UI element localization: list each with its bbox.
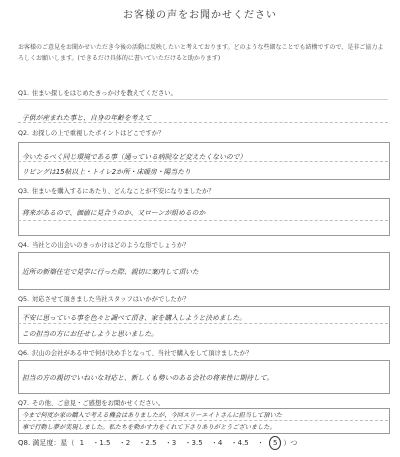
question-text: 住まい探しをはじめたきっかけを教えてください。 xyxy=(32,90,177,97)
rating-option: ・2 xyxy=(118,439,131,447)
question-number: Q2. xyxy=(18,130,29,137)
answer-line xyxy=(18,220,388,221)
question-7 xyxy=(18,398,388,407)
question-number: Q4. xyxy=(18,242,29,249)
answer-2-line-2: リビングは15帖以上・トイレ2か所・床暖房・陽当たり xyxy=(22,168,191,176)
question-number: Q7. xyxy=(18,400,29,407)
answer-box xyxy=(18,198,390,236)
answer-line xyxy=(18,161,388,162)
rating-label: Q8. 満足度：星（ xyxy=(18,439,75,447)
answer-7-line-1: 今まで何度か家の購入で考える機会はありましたが、今回スリーエイトさんに担当して頂いた xyxy=(22,412,282,419)
answer-4-line-1: 近所の新築住宅で見学に行った際、親切に案内して頂いた xyxy=(22,268,199,276)
question-text: 住まいを購入するにあたり、どんなことが不安になりましたか？ xyxy=(32,188,215,195)
question-text: 当社との出会いのきっかけはどのような形でしょうか？ xyxy=(32,242,190,249)
answer-5-line-1: 不安に思っている事を色々と調べて頂き、家を購入しようと決めました。 xyxy=(22,314,247,322)
satisfaction-rating xyxy=(18,436,297,450)
question-text: お探しの上で重視したポイントはどこですか？ xyxy=(32,130,165,137)
rating-option: ・3 xyxy=(164,439,177,447)
answer-2-line-1: 今いたるべく同じ環境である事（通っている病院など変えたくないので） xyxy=(22,153,247,161)
question-4 xyxy=(18,240,388,249)
rating-option: 1 xyxy=(79,439,85,447)
rating-option: ・4 xyxy=(210,439,223,447)
question-number: Q5. xyxy=(18,296,29,303)
rating-option: ・2.5 xyxy=(138,439,157,447)
answer-6-line-1: 担当の方の親切でいねいな対応と、新しくも勢いのある会社の将来性に期待して。 xyxy=(22,374,274,382)
rating-suffix: ）つ xyxy=(283,439,298,447)
question-rule xyxy=(18,99,388,100)
answer-7-line-2: 事で行動し夢が実現しました。私たちを動かす力をくれて下さりありがとうございました。 xyxy=(22,424,276,431)
answer-3-line-1: 将来があるので、価値に見合うのか、又ローンが組めるのか xyxy=(22,209,206,217)
question-text: 対応させて頂きました当社スタッフはいかがでしたか？ xyxy=(32,296,190,303)
question-2 xyxy=(18,128,388,137)
answer-line xyxy=(18,122,388,123)
question-number: Q3. xyxy=(18,188,29,195)
question-text: 沢山の会社がある中で何が決め手となって、当社で購入をして頂けましたか？ xyxy=(32,350,253,357)
answer-5-line-2: この担当の方にお任せしようと思いました。 xyxy=(22,330,158,338)
rating-option: ・ xyxy=(256,439,264,447)
rating-option: ・4.5 xyxy=(230,439,249,447)
rating-selected-circle: 5 xyxy=(269,436,281,450)
question-1 xyxy=(18,88,388,97)
answer-1-line-1: 子供が産まれた事と、自身の年齢を考えて xyxy=(22,114,152,122)
page-title: お客様の声をお聞かせください xyxy=(123,10,277,21)
rating-option: ・3.5 xyxy=(184,439,203,447)
question-number: Q1. xyxy=(18,90,29,97)
question-3 xyxy=(18,186,388,195)
intro-text: お客様のご意見をお聞かせいただき今後の活動に反映したいと考えております。どのような些細なことでも結構ですので、是非ご協力よろしくお願いします。(できるだけ具体的に書いていただけると助かります) xyxy=(18,44,384,62)
answer-line xyxy=(18,420,388,421)
question-text: その他、ご意見・ご感想をお聞かせください。 xyxy=(32,400,165,407)
question-5 xyxy=(18,294,388,303)
rating-option: ・1.5 xyxy=(92,439,111,447)
question-number: Q6. xyxy=(18,350,29,357)
question-6 xyxy=(18,348,388,357)
answer-line xyxy=(18,323,388,324)
